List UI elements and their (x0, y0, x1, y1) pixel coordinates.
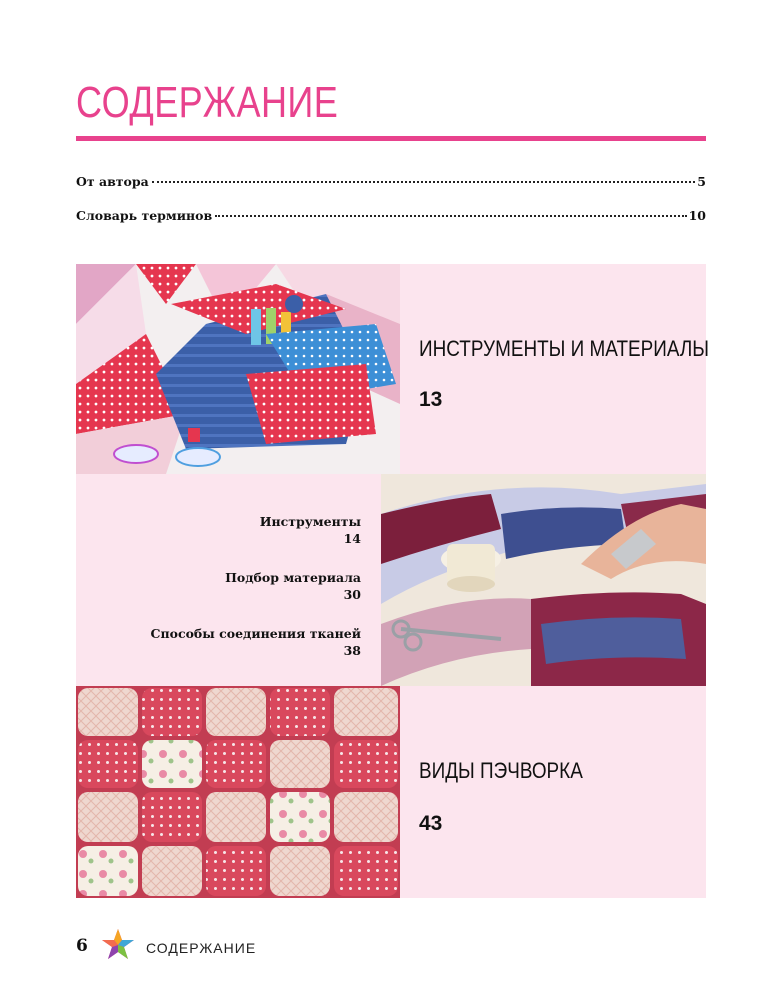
toc-entry-page: 5 (697, 174, 706, 189)
sewing-basket-photo (76, 264, 400, 474)
section-page: 13 (419, 388, 443, 411)
toc-leader-dots (215, 215, 686, 217)
page-number: 6 (76, 936, 88, 956)
section-title[interactable]: ИНСТРУМЕНТЫ И МАТЕРИАЛЫ (419, 336, 710, 361)
subentry-page: 30 (343, 587, 361, 602)
title-underline (76, 136, 706, 141)
footer-label: СОДЕРЖАНИЕ (146, 940, 257, 956)
quilting-hands-photo (381, 474, 706, 686)
toc-leader-dots (152, 181, 696, 183)
section-page: 43 (419, 812, 443, 835)
subentry-page: 14 (343, 531, 361, 546)
subentry-label[interactable]: Способы соединения тканей (150, 626, 361, 641)
page-title: СОДЕРЖАНИЕ (76, 78, 339, 127)
toc-entry-label: Словарь терминов (76, 208, 213, 223)
toc-entry-label: От автора (76, 174, 149, 189)
subentry-page: 38 (343, 643, 361, 658)
toc-entry-page: 10 (688, 208, 706, 223)
toc-entry[interactable] (76, 208, 706, 228)
subentry-label[interactable]: Инструменты (259, 514, 361, 529)
subentry-label[interactable]: Подбор материала (225, 570, 361, 585)
section-panel-instruments (400, 264, 710, 474)
section-title[interactable]: ВИДЫ ПЭЧВОРКА (419, 758, 583, 783)
puff-quilt-photo (76, 686, 400, 898)
section-panel-subentries (76, 474, 381, 686)
toc-entry[interactable] (76, 174, 706, 194)
section-panel-patchwork-types (400, 686, 706, 898)
star-patchwork-icon (101, 928, 135, 962)
